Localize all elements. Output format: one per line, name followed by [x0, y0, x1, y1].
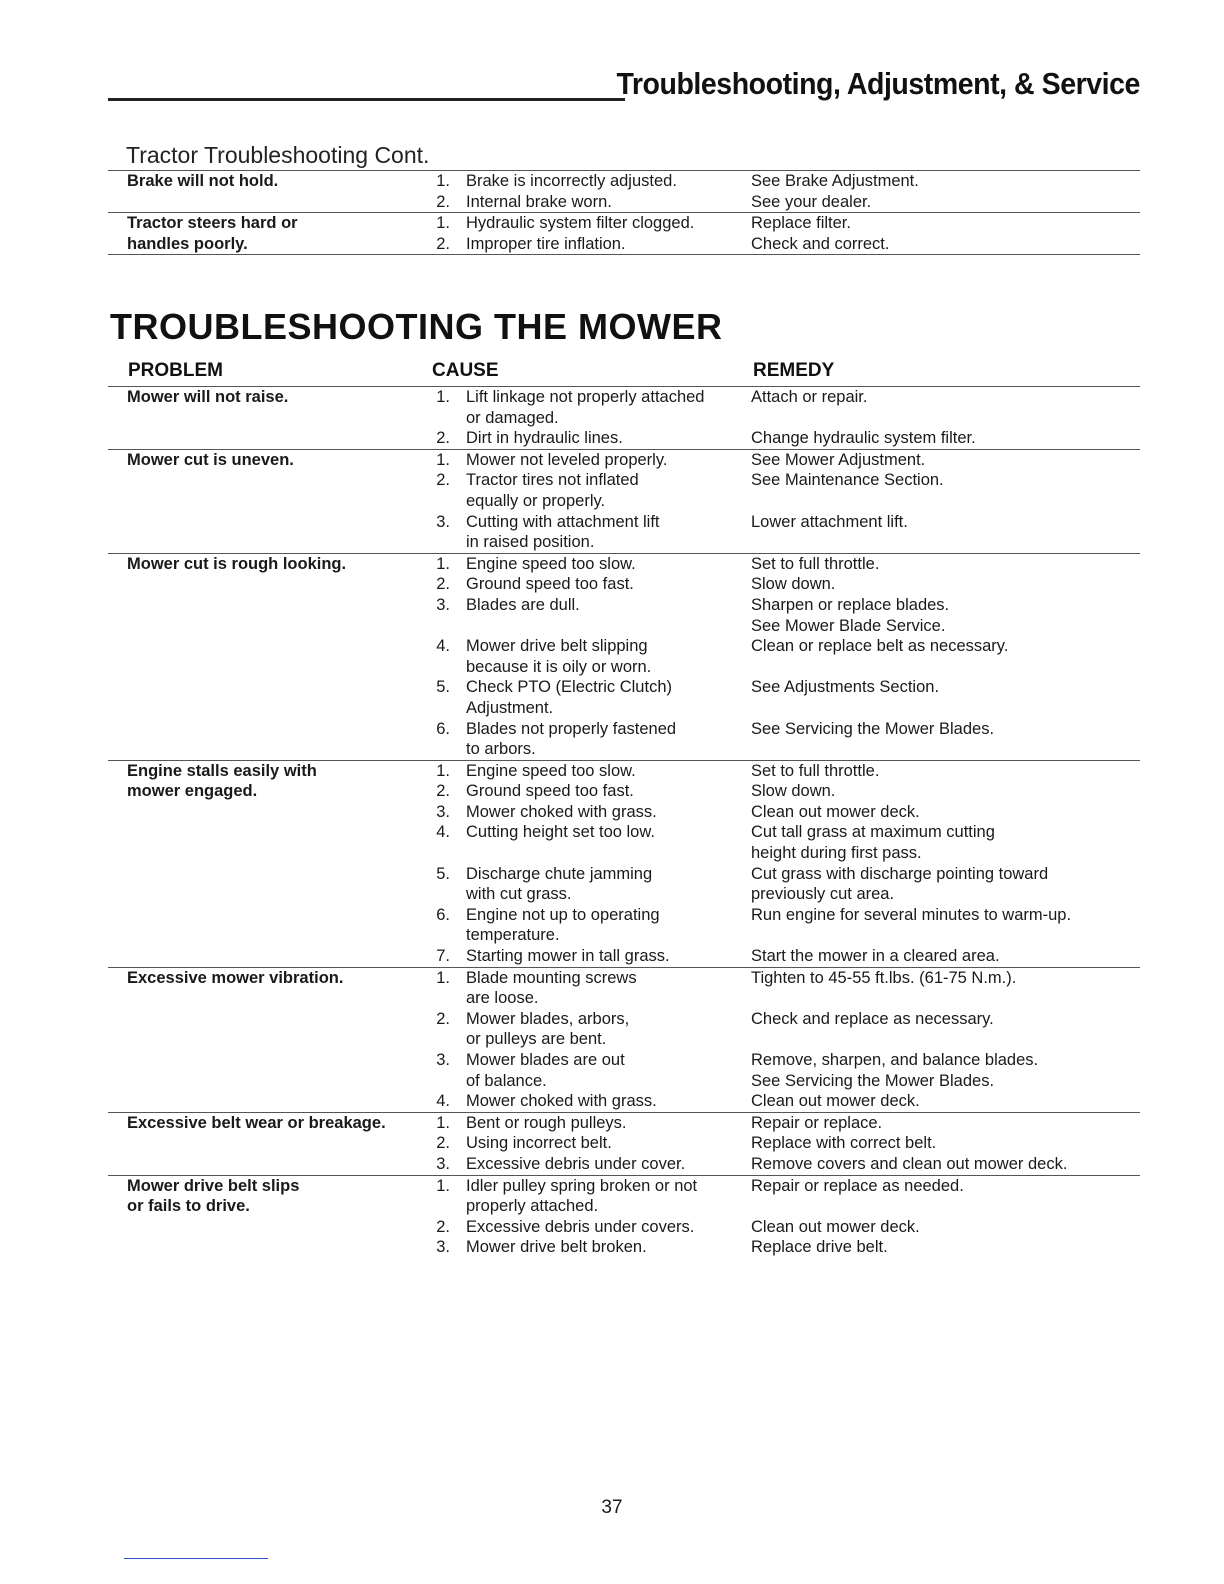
- problem-text: [108, 1154, 418, 1175]
- problem-text: Excessive belt wear or breakage.: [127, 1113, 386, 1132]
- cause-number: 6.: [436, 905, 450, 924]
- cause-number: [418, 988, 466, 1009]
- table-line: [108, 532, 1140, 553]
- cause-number: 5.: [436, 678, 450, 697]
- remedy-text: Change hydraulic system filter.: [751, 429, 976, 448]
- cause-text: Using incorrect belt.: [466, 1134, 612, 1153]
- problem-text: [108, 739, 418, 760]
- page-number: 37: [601, 1497, 623, 1518]
- table-row: [108, 386, 1140, 449]
- problem-text: [108, 925, 418, 946]
- cause-number: 3.: [436, 595, 450, 614]
- remedy-text: See Adjustments Section.: [751, 678, 940, 697]
- problem-text: Tractor steers hard or: [127, 214, 298, 233]
- table-line: [108, 988, 1140, 1009]
- cause-text: Engine not up to operating: [466, 905, 660, 924]
- remedy-text: Check and correct.: [751, 234, 890, 253]
- table-line: [108, 719, 1140, 740]
- header-title: Troubleshooting, Adjustment, & Service: [616, 66, 1140, 101]
- table-row: [108, 553, 1140, 760]
- cause-text: Cutting height set too low.: [466, 823, 655, 842]
- remedy-text: See Servicing the Mower Blades.: [751, 719, 995, 738]
- problem-text: [108, 864, 418, 885]
- cause-number: 4.: [436, 1092, 450, 1111]
- cause-number: 3.: [436, 1238, 450, 1257]
- remedy-text: Cut grass with discharge pointing toward: [751, 864, 1049, 883]
- cause-number: 3.: [436, 1154, 450, 1173]
- table-line: [108, 1154, 1140, 1175]
- cause-number: 2.: [436, 1009, 450, 1028]
- remedy-text: [751, 1196, 1140, 1217]
- remedy-text: Slow down.: [751, 782, 836, 801]
- remedy-text: [751, 739, 1140, 760]
- remedy-text: Repair or replace as needed.: [751, 1176, 964, 1195]
- table-line: [108, 1196, 1140, 1217]
- cause-number: 5.: [436, 864, 450, 883]
- cause-text: Cutting with attachment lift: [466, 512, 660, 531]
- problem-text: [108, 988, 418, 1009]
- table-line: [108, 864, 1140, 885]
- problem-text: [108, 470, 418, 491]
- cause-text: because it is oily or worn.: [466, 657, 652, 676]
- remedy-text: Cut tall grass at maximum cutting: [751, 823, 995, 842]
- cause-text: to arbors.: [466, 740, 536, 759]
- problem-text: [108, 1009, 418, 1030]
- cause-text: Dirt in hydraulic lines.: [466, 429, 623, 448]
- remedy-text: See Mower Adjustment.: [751, 450, 926, 469]
- table-line: [108, 636, 1140, 657]
- column-header-problem: PROBLEM: [128, 360, 223, 381]
- problem-text: [108, 1133, 418, 1154]
- remedy-text: height during first pass.: [751, 844, 922, 863]
- table-line: [108, 698, 1140, 719]
- cause-number: [418, 408, 466, 429]
- table-line: [108, 905, 1140, 926]
- problem-text: Excessive mower vibration.: [127, 968, 344, 987]
- remedy-text: Remove covers and clean out mower deck.: [751, 1154, 1068, 1173]
- remedy-text: Clean out mower deck.: [751, 802, 920, 821]
- cause-text: Mower blades are out: [466, 1051, 625, 1069]
- remedy-text: Remove, sharpen, and balance blades.: [751, 1051, 1039, 1069]
- cause-text: Mower choked with grass.: [466, 1092, 657, 1111]
- table-line: [108, 1133, 1140, 1154]
- table-line: [108, 884, 1140, 905]
- table-line: [108, 925, 1140, 946]
- table-line: [108, 234, 1140, 255]
- problem-text: [108, 428, 418, 449]
- table-line: [108, 946, 1140, 967]
- cause-text: Bent or rough pulleys.: [466, 1113, 627, 1132]
- cause-number: [418, 491, 466, 512]
- cause-text: Excessive debris under cover.: [466, 1154, 686, 1173]
- header-rule: [108, 98, 625, 101]
- cause-number: 6.: [436, 719, 450, 738]
- cause-number: 2.: [436, 1217, 450, 1236]
- remedy-text: Replace drive belt.: [751, 1238, 888, 1257]
- table-line: [108, 512, 1140, 533]
- cause-number: [418, 1071, 466, 1092]
- remedy-text: [751, 532, 1140, 553]
- problem-text: [108, 1237, 418, 1258]
- cause-text: equally or properly.: [466, 491, 606, 510]
- cause-text: [466, 616, 751, 637]
- cause-number: 7.: [436, 947, 450, 966]
- problem-text: [108, 512, 418, 533]
- remedy-text: Clean out mower deck.: [751, 1092, 920, 1111]
- cause-text: Idler pulley spring broken or not: [466, 1176, 698, 1195]
- problem-text: Mower cut is uneven.: [127, 450, 294, 469]
- cause-number: 1.: [436, 554, 450, 573]
- remedy-text: Repair or replace.: [751, 1113, 883, 1132]
- cause-number: 3.: [436, 512, 450, 531]
- cause-text: Engine speed too slow.: [466, 554, 636, 573]
- cause-number: 2.: [436, 234, 450, 253]
- table-line: [108, 822, 1140, 843]
- problem-text: handles poorly.: [127, 234, 248, 253]
- remedy-text: Set to full throttle.: [751, 554, 880, 573]
- cause-number: [418, 1029, 466, 1050]
- problem-text: [108, 1091, 418, 1112]
- problem-text: [108, 884, 418, 905]
- cause-number: 2.: [436, 471, 450, 490]
- cause-number: 1.: [436, 968, 450, 987]
- remedy-text: See Mower Blade Service.: [751, 616, 946, 635]
- cause-text: Brake is incorrectly adjusted.: [466, 172, 677, 190]
- problem-text: [108, 532, 418, 553]
- problem-text: [108, 657, 418, 678]
- cause-number: 4.: [436, 637, 450, 656]
- cause-number: 2.: [436, 429, 450, 448]
- cause-number: 1.: [436, 1176, 450, 1195]
- remedy-text: [751, 698, 1140, 719]
- problem-text: [108, 408, 418, 429]
- column-header-remedy: REMEDY: [753, 360, 835, 381]
- problem-text: [108, 574, 418, 595]
- problem-text: [108, 843, 418, 864]
- cause-text: or damaged.: [466, 408, 559, 427]
- problem-text: [108, 698, 418, 719]
- remedy-text: Lower attachment lift.: [751, 512, 908, 531]
- table-row: [108, 170, 1140, 212]
- table-line: [108, 843, 1140, 864]
- problem-text: [108, 677, 418, 698]
- problem-text: [108, 946, 418, 967]
- table-line: [108, 408, 1140, 429]
- problem-text: [108, 822, 418, 843]
- table-row: [108, 212, 1140, 255]
- problem-text: [108, 192, 418, 213]
- table-line: [108, 1029, 1140, 1050]
- table-line: [108, 595, 1140, 616]
- cause-text: properly attached.: [466, 1197, 599, 1216]
- problem-text: [108, 1029, 418, 1050]
- problem-text: [108, 1217, 418, 1238]
- table-line: [108, 781, 1140, 802]
- remedy-text: Slow down.: [751, 575, 836, 594]
- problem-text: [108, 1050, 418, 1071]
- cause-text: Mower not leveled properly.: [466, 450, 668, 469]
- table-row: [108, 967, 1140, 1112]
- table-line: [108, 1176, 1140, 1197]
- cause-number: [418, 657, 466, 678]
- cause-number: [418, 884, 466, 905]
- remedy-text: [751, 408, 1140, 429]
- cause-text: Check PTO (Electric Clutch): [466, 678, 672, 697]
- remedy-text: Attach or repair.: [751, 388, 868, 406]
- table-line: [108, 491, 1140, 512]
- table-line: [108, 968, 1140, 989]
- cause-text: Improper tire inflation.: [466, 234, 626, 253]
- problem-text: Mower will not raise.: [127, 388, 289, 406]
- remedy-text: [751, 1029, 1140, 1050]
- table-line: [108, 554, 1140, 575]
- cause-number: 1.: [436, 761, 450, 780]
- cause-text: in raised position.: [466, 533, 595, 552]
- problem-text: Engine stalls easily with: [127, 761, 317, 780]
- cause-text: Blade mounting screws: [466, 968, 637, 987]
- remedy-text: Replace with correct belt.: [751, 1134, 937, 1153]
- footer-rule: [124, 1558, 268, 1559]
- table-line: [108, 470, 1140, 491]
- remedy-text: See Servicing the Mower Blades.: [751, 1071, 995, 1090]
- table-line: [108, 1050, 1140, 1071]
- table-line: [108, 1091, 1140, 1112]
- cause-text: Mower drive belt broken.: [466, 1238, 647, 1257]
- problem-text: [108, 1071, 418, 1092]
- tractor-cont-title: Tractor Troubleshooting Cont.: [126, 142, 430, 168]
- cause-number: 1.: [436, 172, 450, 190]
- problem-text: or fails to drive.: [127, 1197, 250, 1216]
- cause-text: Hydraulic system filter clogged.: [466, 214, 695, 233]
- cause-text: Mower drive belt slipping: [466, 637, 648, 656]
- table-line: [108, 171, 1140, 192]
- cause-text: [466, 843, 751, 864]
- remedy-text: [751, 657, 1140, 678]
- problem-text: [108, 491, 418, 512]
- table-line: [108, 1071, 1140, 1092]
- cause-number: [418, 616, 466, 637]
- cause-text: of balance.: [466, 1071, 547, 1090]
- remedy-text: [751, 925, 1140, 946]
- cause-text: or pulleys are bent.: [466, 1030, 607, 1049]
- tractor-cont-table: [108, 170, 1140, 255]
- problem-text: Mower cut is rough looking.: [127, 554, 347, 573]
- table-line: [108, 1237, 1140, 1258]
- table-line: [108, 1217, 1140, 1238]
- cause-text: Ground speed too fast.: [466, 782, 634, 801]
- table-line: [108, 574, 1140, 595]
- table-line: [108, 387, 1140, 408]
- table-row: [108, 1112, 1140, 1175]
- problem-text: Brake will not hold.: [127, 172, 279, 190]
- cause-number: [418, 843, 466, 864]
- cause-text: Adjustment.: [466, 698, 554, 717]
- table-line: [108, 657, 1140, 678]
- cause-number: [418, 532, 466, 553]
- problem-text: [108, 719, 418, 740]
- problem-text: [108, 636, 418, 657]
- remedy-text: See your dealer.: [751, 192, 872, 211]
- cause-number: 1.: [436, 1113, 450, 1132]
- table-line: [108, 1113, 1140, 1134]
- remedy-text: Start the mower in a cleared area.: [751, 947, 1000, 966]
- remedy-text: [751, 988, 1140, 1009]
- table-line: [108, 739, 1140, 760]
- table-line: [108, 213, 1140, 234]
- cause-text: Mower choked with grass.: [466, 802, 657, 821]
- table-row: [108, 449, 1140, 553]
- cause-text: Starting mower in tall grass.: [466, 947, 670, 966]
- remedy-text: See Brake Adjustment.: [751, 172, 919, 190]
- remedy-text: Replace filter.: [751, 214, 851, 233]
- cause-number: 1.: [436, 214, 450, 233]
- cause-text: with cut grass.: [466, 885, 572, 904]
- cause-text: temperature.: [466, 926, 560, 945]
- mower-section-title: TROUBLESHOOTING THE MOWER: [110, 306, 723, 347]
- cause-text: Blades not properly fastened: [466, 719, 677, 738]
- cause-text: Engine speed too slow.: [466, 761, 636, 780]
- cause-number: 1.: [436, 388, 450, 406]
- cause-text: are loose.: [466, 989, 539, 1008]
- remedy-text: Sharpen or replace blades.: [751, 595, 950, 614]
- mower-troubleshooting-table: [108, 386, 1140, 1258]
- cause-number: 3.: [436, 802, 450, 821]
- cause-text: Internal brake worn.: [466, 192, 612, 211]
- cause-number: [418, 1196, 466, 1217]
- page-header: [108, 66, 1140, 106]
- remedy-text: [751, 491, 1140, 512]
- cause-number: [418, 739, 466, 760]
- remedy-text: Set to full throttle.: [751, 761, 880, 780]
- cause-number: 4.: [436, 823, 450, 842]
- cause-number: [418, 925, 466, 946]
- cause-text: Tractor tires not inflated: [466, 471, 639, 490]
- problem-text: [108, 595, 418, 616]
- problem-text: [108, 802, 418, 823]
- problem-text: [108, 905, 418, 926]
- remedy-text: See Maintenance Section.: [751, 471, 944, 490]
- remedy-text: previously cut area.: [751, 885, 895, 904]
- cause-text: Excessive debris under covers.: [466, 1217, 695, 1236]
- remedy-text: Clean out mower deck.: [751, 1217, 920, 1236]
- table-line: [108, 616, 1140, 637]
- cause-number: 1.: [436, 450, 450, 469]
- problem-text: Mower drive belt slips: [127, 1176, 300, 1195]
- table-row: [108, 1175, 1140, 1258]
- cause-number: 3.: [436, 1051, 450, 1069]
- table-line: [108, 802, 1140, 823]
- remedy-text: Check and replace as necessary.: [751, 1009, 994, 1028]
- table-line: [108, 761, 1140, 782]
- cause-number: 2.: [436, 192, 450, 211]
- remedy-text: Tighten to 45-55 ft.lbs. (61-75 N.m.).: [751, 968, 1017, 987]
- table-row: [108, 760, 1140, 967]
- cause-text: Lift linkage not properly attached: [466, 388, 705, 406]
- table-line: [108, 192, 1140, 213]
- problem-text: [108, 616, 418, 637]
- problem-text: mower engaged.: [127, 782, 258, 801]
- cause-number: 2.: [436, 575, 450, 594]
- remedy-text: Clean or replace belt as necessary.: [751, 637, 1009, 656]
- table-line: [108, 450, 1140, 471]
- cause-text: Discharge chute jamming: [466, 864, 653, 883]
- remedy-text: Run engine for several minutes to warm-up.: [751, 905, 1072, 924]
- table-line: [108, 428, 1140, 449]
- column-header-cause: CAUSE: [432, 360, 499, 381]
- cause-text: Ground speed too fast.: [466, 575, 634, 594]
- table-line: [108, 677, 1140, 698]
- cause-number: 2.: [436, 782, 450, 801]
- cause-text: Mower blades, arbors,: [466, 1009, 630, 1028]
- cause-number: 2.: [436, 1134, 450, 1153]
- table-line: [108, 1009, 1140, 1030]
- cause-number: [418, 698, 466, 719]
- cause-text: Blades are dull.: [466, 595, 580, 614]
